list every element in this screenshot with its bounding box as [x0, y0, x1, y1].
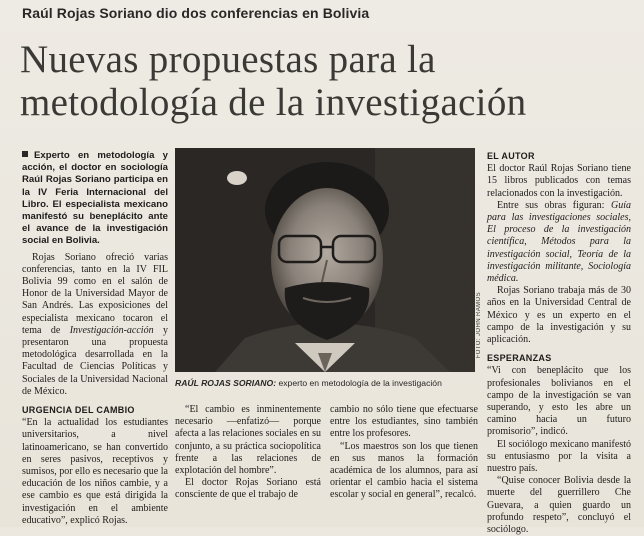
- portrait-photo: [175, 148, 475, 372]
- paragraph: Entre sus obras figuran: Guía para las investigaciones sociales, El proceso de la investigación científica, Métodos para la investigación social, Teoría de la investigación militante, Sociología médica.: [487, 199, 631, 285]
- paragraph: “En la actualidad los estudiantes universitarios, a nivel latinoamericano, se han convertido en seres pasivos, receptivos y sumisos, por ello es necesario que la educación de los niños cambie, y a ese cambio es que está dirigida la investigación en el ambiente educativo”, explicó Rojas.: [22, 417, 168, 526]
- portrait-image: [175, 148, 475, 372]
- paragraph: Rojas Soriano ofreció varias conferencias, tanto en la IV FIL Bolivia 99 como en el salón de Honor de la Universidad Mayor de San Andrés. Las exposiciones del especialista mexicano tocaron el tema de Investigación-acción y presentaron una propuesta metodológica desarrollada en la Facultad de Ciencias Políticas y Sociales de la Universidad Nacional de México.: [22, 251, 168, 397]
- lead-paragraph: [22, 150, 168, 248]
- kicker: Raúl Rojas Soriano dio dos conferencias en Bolivia: [22, 5, 370, 21]
- paragraph: Rojas Soriano trabaja más de 30 años en la Universidad Central de México y es un experto en el campo de la investigación y su aplicación.: [487, 285, 631, 346]
- column-3: [330, 404, 478, 502]
- lead-text: Experto en metodología y acción, el doctor en sociología Raúl Rojas Soriano participa en la IV Feria Internacional del Libro. El especialista mexicano manifestó su beneplácito ante el avance de la investigación social en Bolivia.: [22, 150, 168, 247]
- subhead-urgencia: URGENCIA DEL CAMBIO: [22, 405, 135, 416]
- photo-credit: FOTO: JOHN RAMOS: [476, 292, 482, 359]
- headline: Nuevas propuestas para la metodología de la investigación: [20, 38, 527, 124]
- photo-caption: [175, 378, 485, 388]
- caption-name: RAÚL ROJAS SORIANO:: [175, 378, 277, 388]
- caption-text: experto en metodología de la investigación: [276, 378, 442, 388]
- paragraph: El doctor Rojas Soriano está consciente de que el trabajo de: [175, 477, 321, 501]
- column-2: [175, 404, 321, 502]
- bullet-square-icon: [22, 151, 28, 157]
- paragraph: El sociólogo mexicano manifestó su entusiasmo por la visita a nuestro país.: [487, 438, 631, 475]
- paragraph: “Los maestros son los que tienen en sus manos la formación académica de los alumnos, para así orientar el cambio hacia el sistema escolar y social en general”, recalcó.: [330, 440, 478, 501]
- paragraph: “Vi con beneplácito que los profesionales bolivianos en el campo de la investigación se van superando, y esto les abre un camino hacia un futuro promisorio”, indicó.: [487, 365, 631, 438]
- subhead-esperanzas: ESPERANZAS: [487, 353, 552, 364]
- paragraph: El doctor Raúl Rojas Soriano tiene 15 libros publicados con temas relacionados con la investigación.: [487, 163, 631, 199]
- column-4: [487, 150, 631, 536]
- paragraph: cambio no sólo tiene que efectuarse entre los estudiantes, sino también entre los profesores.: [330, 404, 478, 440]
- subhead-autor: EL AUTOR: [487, 151, 535, 161]
- paragraph: “Quise conocer Bolivia desde la muerte del guerrillero Che Guevara, a quien guardo un profundo respeto”, concluyó el sociólogo.: [487, 475, 631, 536]
- paragraph: “El cambio es inminentemente necesario —enfatizó— porque afecta a las relaciones sociales en su conjunto, a su práctica sociopolítica frente a las relaciones de explotación del hombre”.: [175, 404, 321, 477]
- column-1: [22, 150, 168, 527]
